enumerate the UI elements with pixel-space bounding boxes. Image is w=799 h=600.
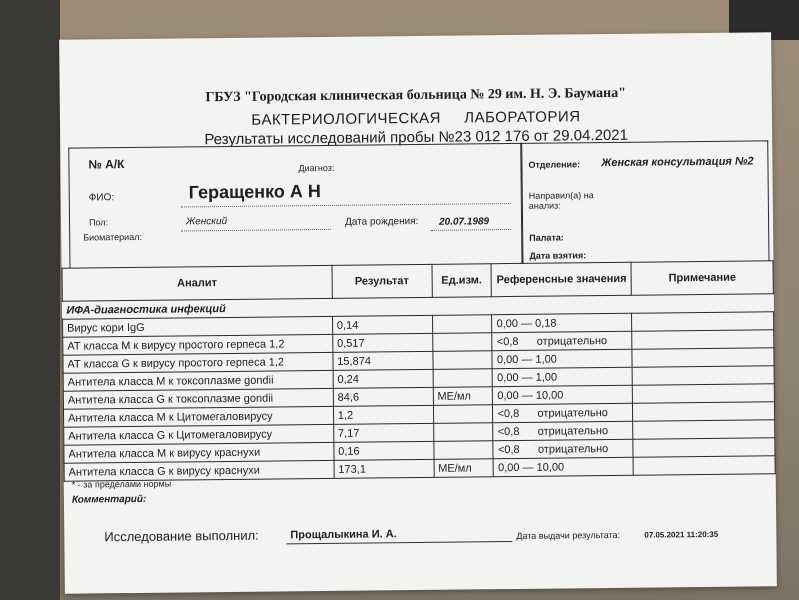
reference-value — [492, 331, 632, 350]
unit-value — [433, 405, 493, 424]
unit-value — [433, 441, 493, 460]
note-value — [633, 384, 775, 403]
unit-value — [433, 369, 493, 388]
reference-value — [493, 403, 633, 422]
analyte-name: АТ класса G к вирусу простого герпеса 1,2 — [63, 352, 333, 373]
reference-range: 0,00 — 1,00 — [496, 353, 557, 366]
unit-value: МЕ/мл — [434, 459, 494, 478]
issued-label: Дата выдачи результата: — [516, 529, 621, 541]
result-value: 84,6 — [333, 387, 433, 406]
reference-range: 0,00 — 0,18 — [496, 317, 557, 330]
analyte-name: Вирус кори IgG — [63, 316, 333, 337]
comment-label: Комментарий: — [71, 493, 147, 506]
results-table — [62, 260, 776, 481]
reference-value — [492, 313, 632, 332]
reference-value — [493, 385, 633, 404]
header-unit: Ед.изм. — [432, 264, 492, 298]
reference-text: отрицательно — [536, 334, 608, 348]
patient-name: Геращенко А Н — [188, 181, 321, 203]
reference-text: отрицательно — [537, 406, 608, 420]
note-value — [632, 330, 774, 349]
note-value — [633, 420, 775, 439]
unit-value — [432, 351, 492, 370]
analyte-name: Антитела класса G к токсоплазме gondii — [63, 388, 333, 409]
reference-range: 0,00 — 10,00 — [497, 388, 564, 402]
lab-name: БАКТЕРИОЛОГИЧЕСКАЯ ЛАБОРАТОРИЯ — [251, 108, 581, 129]
card-number-label: № А/К — [88, 157, 125, 172]
header-reference: Референсные значения — [491, 262, 631, 296]
note-value — [632, 312, 774, 331]
sex-label: Пол: — [88, 217, 109, 228]
patient-sex: Женский — [185, 215, 228, 228]
reference-range: <0,8 — [497, 425, 520, 438]
result-value: 7,17 — [333, 423, 433, 442]
report-title: Результаты исследований пробы №23 012 176 от 29.04.2021 — [204, 126, 629, 149]
reference-range: 0,00 — 10,00 — [498, 460, 565, 474]
reference-value — [493, 421, 633, 440]
analyte-name: Антитела класса G к вирусу краснухи — [64, 460, 334, 481]
section-title: ИФА-диагностика инфекций — [66, 302, 226, 317]
analyte-name: АТ класса M к вирусу простого герпеса 1,2 — [63, 334, 333, 355]
unit-value — [432, 315, 492, 334]
result-value: 0,517 — [332, 333, 432, 352]
unit-value — [433, 423, 493, 442]
reference-value — [493, 457, 633, 476]
reference-range: <0,8 — [497, 407, 520, 420]
reference-text: отрицательно — [537, 442, 609, 456]
date-taken-label: Дата взятия: — [529, 250, 587, 261]
note-value — [632, 366, 774, 385]
department-value: Женская консультация №2 — [601, 155, 754, 170]
issued-date: 07.05.2021 11:20:35 — [644, 529, 719, 540]
note-value — [633, 456, 775, 475]
analyte-name: Антитела класса M к вирусу краснухи — [64, 442, 334, 463]
reference-value — [492, 349, 632, 368]
diagnosis-label: Диагноз: — [298, 162, 335, 174]
result-value: 0,16 — [334, 441, 434, 460]
unit-value: МЕ/мл — [433, 387, 493, 406]
reference-value — [493, 439, 633, 458]
background-dark — [0, 0, 60, 600]
result-value: 0,14 — [332, 315, 432, 334]
org-name: ГБУЗ "Городская клиническая больница № 29 им. Н. Э. Баумана" — [205, 85, 627, 106]
lab-report-sheet — [59, 32, 777, 593]
header-analyte: Аналит — [62, 265, 332, 301]
result-value: 173,1 — [334, 459, 434, 478]
note-value — [633, 402, 775, 421]
department-label: Отделение: — [528, 159, 581, 170]
out-of-range-note: * - за пределами нормы — [71, 478, 172, 490]
reference-range: 0,00 — 1,00 — [497, 371, 558, 384]
material-label: Биоматериал: — [83, 231, 143, 243]
fio-label: ФИО: — [88, 192, 115, 204]
sent-by-label: Направил(а) на анализ: — [528, 190, 594, 211]
ward-label: Палата: — [529, 232, 564, 243]
dob-label: Дата рождения: — [344, 215, 419, 228]
reference-value — [493, 367, 633, 386]
signature-line — [286, 541, 512, 544]
result-value: 15,874 — [333, 351, 433, 370]
analyte-name: Антитела класса M к токсоплазме gondii — [63, 370, 333, 391]
reference-range: <0,8 — [496, 335, 519, 348]
performed-label: Исследование выполнил: — [104, 527, 259, 545]
patient-dob: 20.07.1989 — [438, 216, 490, 228]
note-value — [632, 348, 774, 367]
note-value — [633, 438, 775, 457]
header-note: Примечание — [631, 261, 773, 295]
header-result: Результат — [332, 264, 432, 298]
analyte-name: Антитела класса M к Цитомегаловирусу — [63, 406, 333, 427]
result-value: 0,24 — [333, 369, 433, 388]
performed-by: Прощалыкина И. А. — [290, 528, 397, 542]
reference-range: <0,8 — [497, 443, 520, 456]
reference-text: отрицательно — [537, 424, 609, 438]
unit-value — [432, 333, 492, 352]
analyte-name: Антитела класса G к Цитомегаловирусу — [64, 424, 334, 445]
result-value: 1,2 — [333, 405, 433, 424]
